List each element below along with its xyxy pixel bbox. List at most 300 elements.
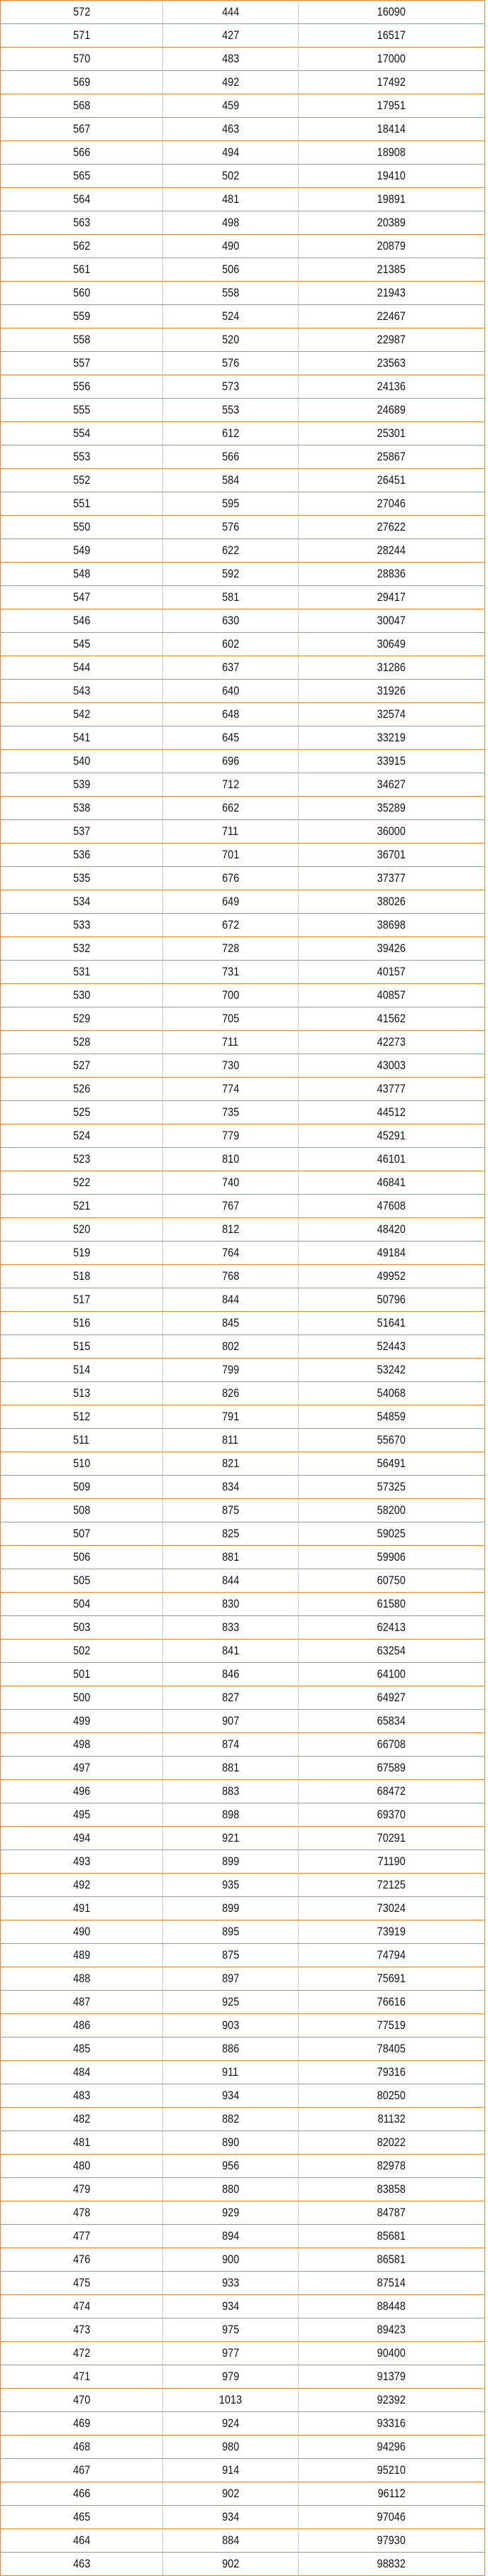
- table-cell-count: [163, 375, 299, 398]
- table-cell-count: [163, 1499, 299, 1522]
- cell-value: 566: [72, 145, 91, 159]
- table-row: [1, 2295, 484, 2318]
- table-row: [1, 609, 484, 633]
- cell-value: 767: [221, 1199, 240, 1212]
- table-cell-count: [163, 118, 299, 140]
- table-cell-score: [1, 937, 163, 960]
- cell-value: 774: [221, 1082, 240, 1095]
- table-cell-cumulative: [299, 1148, 484, 1171]
- table-cell-cumulative: [299, 2318, 484, 2341]
- table-row: [1, 24, 484, 48]
- table-cell-score: [1, 1663, 163, 1686]
- cell-value: 84787: [377, 2206, 406, 2219]
- cell-value: 464: [72, 2533, 91, 2547]
- cell-value: 711: [222, 1035, 239, 1049]
- cell-value: 79316: [377, 2065, 406, 2079]
- table-cell-count: [163, 399, 299, 421]
- cell-value: 40157: [377, 965, 406, 978]
- table-cell-count: [163, 1148, 299, 1171]
- cell-value: 979: [221, 2370, 240, 2383]
- table-cell-count: [163, 961, 299, 983]
- cell-value: 470: [72, 2393, 91, 2406]
- cell-value: 60750: [377, 1574, 406, 1587]
- cell-value: 898: [221, 1808, 240, 1821]
- table-row: [1, 399, 484, 422]
- table-cell-cumulative: [299, 2225, 484, 2248]
- table-cell-cumulative: [299, 867, 484, 890]
- cell-value: 903: [221, 2018, 240, 2032]
- table-row: [1, 1663, 484, 1686]
- table-cell-cumulative: [299, 1007, 484, 1030]
- table-cell-cumulative: [299, 563, 484, 585]
- table-cell-score: [1, 446, 163, 468]
- table-cell-count: [163, 1967, 299, 1990]
- cell-value: 890: [221, 2135, 240, 2149]
- cell-value: 43003: [377, 1058, 406, 1072]
- table-row: [1, 1124, 484, 1148]
- table-cell-cumulative: [299, 469, 484, 492]
- cell-value: 543: [72, 684, 91, 697]
- table-cell-score: [1, 2225, 163, 2248]
- table-row: [1, 797, 484, 820]
- table-cell-count: [163, 1686, 299, 1709]
- cell-value: 980: [221, 2440, 240, 2453]
- cell-value: 70291: [377, 1831, 406, 1845]
- cell-value: 58200: [377, 1503, 406, 1517]
- table-cell-cumulative: [299, 2342, 484, 2365]
- table-cell-score: [1, 914, 163, 936]
- cell-value: 77519: [377, 2018, 406, 2032]
- table-cell-score: [1, 1757, 163, 1779]
- table-cell-count: [163, 2131, 299, 2154]
- table-cell-cumulative: [299, 633, 484, 656]
- cell-value: 902: [221, 2487, 240, 2500]
- table-cell-cumulative: [299, 2201, 484, 2224]
- table-cell-count: [163, 890, 299, 913]
- cell-value: 517: [72, 1293, 91, 1306]
- table-row: [1, 1429, 484, 1452]
- table-row: [1, 2482, 484, 2506]
- table-row: [1, 1874, 484, 1897]
- cell-value: 884: [221, 2533, 240, 2547]
- cell-value: 576: [221, 520, 240, 534]
- cell-value: 459: [221, 99, 240, 112]
- cell-value: 471: [72, 2370, 91, 2383]
- table-cell-count: [163, 1803, 299, 1826]
- cell-value: 553: [221, 403, 240, 416]
- table-cell-count: [163, 820, 299, 843]
- table-row: [1, 633, 484, 656]
- table-cell-cumulative: [299, 1686, 484, 1709]
- table-cell-count: [163, 1405, 299, 1428]
- cell-value: 844: [221, 1293, 240, 1306]
- cell-value: 492: [72, 1878, 91, 1891]
- table-cell-count: [163, 2506, 299, 2528]
- table-cell-count: [163, 211, 299, 234]
- table-row: [1, 2506, 484, 2529]
- cell-value: 701: [221, 848, 240, 861]
- table-cell-count: [163, 94, 299, 117]
- table-cell-cumulative: [299, 1897, 484, 1920]
- table-row: [1, 2225, 484, 2248]
- table-cell-cumulative: [299, 446, 484, 468]
- table-cell-score: [1, 469, 163, 492]
- cell-value: 95210: [377, 2463, 406, 2477]
- table-cell-score: [1, 890, 163, 913]
- table-cell-score: [1, 1733, 163, 1756]
- table-row: [1, 890, 484, 914]
- cell-value: 477: [72, 2229, 91, 2243]
- cell-value: 513: [72, 1386, 91, 1400]
- table-row: [1, 984, 484, 1007]
- table-cell-cumulative: [299, 1265, 484, 1288]
- table-cell-cumulative: [299, 2365, 484, 2388]
- table-cell-count: [163, 703, 299, 726]
- table-cell-count: [163, 2436, 299, 2458]
- table-cell-score: [1, 24, 163, 47]
- cell-value: 874: [221, 1737, 240, 1751]
- cell-value: 482: [72, 2112, 91, 2126]
- cell-value: 712: [221, 778, 240, 791]
- table-cell-score: [1, 1710, 163, 1732]
- table-cell-score: [1, 1616, 163, 1639]
- table-cell-count: [163, 469, 299, 492]
- table-cell-cumulative: [299, 750, 484, 773]
- cell-value: 812: [221, 1222, 240, 1236]
- table-cell-count: [163, 1593, 299, 1615]
- cell-value: 26451: [377, 473, 406, 487]
- table-cell-cumulative: [299, 2412, 484, 2435]
- cell-value: 16517: [377, 28, 406, 42]
- table-row: [1, 165, 484, 188]
- table-cell-cumulative: [299, 258, 484, 281]
- cell-value: 545: [72, 637, 91, 651]
- cell-value: 494: [221, 145, 240, 159]
- cell-value: 66708: [377, 1737, 406, 1751]
- table-cell-cumulative: [299, 2248, 484, 2271]
- table-cell-count: [163, 1944, 299, 1967]
- cell-value: 497: [72, 1761, 91, 1774]
- table-row: [1, 1757, 484, 1780]
- table-cell-count: [163, 2178, 299, 2201]
- cell-value: 89423: [377, 2323, 406, 2336]
- cell-value: 63254: [377, 1644, 406, 1657]
- cell-value: 490: [72, 1925, 91, 1938]
- table-cell-score: [1, 375, 163, 398]
- cell-value: 567: [72, 122, 91, 136]
- table-cell-cumulative: [299, 1031, 484, 1054]
- table-cell-count: [163, 1242, 299, 1264]
- table-cell-cumulative: [299, 1312, 484, 1334]
- cell-value: 515: [72, 1339, 91, 1353]
- cell-value: 510: [72, 1456, 91, 1470]
- table-cell-cumulative: [299, 1452, 484, 1475]
- table-row: [1, 2108, 484, 2131]
- cell-value: 511: [73, 1433, 90, 1447]
- table-cell-count: [163, 1991, 299, 2013]
- cell-value: 544: [72, 660, 91, 674]
- table-cell-count: [163, 1, 299, 23]
- table-cell-score: [1, 820, 163, 843]
- table-cell-count: [163, 2412, 299, 2435]
- cell-value: 894: [221, 2229, 240, 2243]
- table-cell-score: [1, 961, 163, 983]
- cell-value: 51641: [377, 1316, 406, 1330]
- table-cell-cumulative: [299, 844, 484, 866]
- table-cell-count: [163, 2365, 299, 2388]
- table-cell-score: [1, 773, 163, 796]
- cell-value: 622: [221, 543, 240, 557]
- table-cell-count: [163, 1452, 299, 1475]
- cell-value: 907: [221, 1714, 240, 1728]
- table-cell-cumulative: [299, 680, 484, 702]
- table-cell-score: [1, 703, 163, 726]
- table-cell-cumulative: [299, 399, 484, 421]
- cell-value: 768: [221, 1269, 240, 1283]
- cell-value: 18908: [377, 145, 406, 159]
- cell-value: 502: [221, 169, 240, 182]
- cell-value: 64927: [377, 1691, 406, 1704]
- table-cell-cumulative: [299, 305, 484, 328]
- cell-value: 86581: [377, 2252, 406, 2266]
- table-row: [1, 1405, 484, 1429]
- cell-value: 566: [221, 450, 240, 463]
- table-cell-score: [1, 1476, 163, 1498]
- cell-value: 94296: [377, 2440, 406, 2453]
- table-row: [1, 1803, 484, 1827]
- cell-value: 489: [72, 1948, 91, 1962]
- table-row: [1, 1101, 484, 1124]
- table-row: [1, 1522, 484, 1546]
- cell-value: 676: [221, 871, 240, 885]
- cell-value: 592: [221, 567, 240, 580]
- cell-value: 649: [221, 895, 240, 908]
- table-row: [1, 586, 484, 609]
- table-row: [1, 48, 484, 71]
- table-cell-cumulative: [299, 773, 484, 796]
- table-cell-count: [163, 2084, 299, 2107]
- table-row: [1, 1335, 484, 1359]
- table-row: [1, 1780, 484, 1803]
- table-cell-score: [1, 2108, 163, 2130]
- cell-value: 555: [72, 403, 91, 416]
- cell-value: 30047: [377, 614, 406, 627]
- cell-value: 80250: [377, 2089, 406, 2102]
- cell-value: 581: [221, 590, 240, 604]
- cell-value: 844: [221, 1574, 240, 1587]
- cell-value: 82978: [377, 2159, 406, 2172]
- cell-value: 886: [221, 2042, 240, 2055]
- cell-value: 36000: [377, 824, 406, 838]
- cell-value: 512: [72, 1410, 91, 1423]
- table-cell-score: [1, 1312, 163, 1334]
- cell-value: 519: [72, 1246, 91, 1259]
- cell-value: 472: [72, 2346, 91, 2360]
- table-cell-score: [1, 1944, 163, 1967]
- cell-value: 88448: [377, 2299, 406, 2313]
- table-cell-count: [163, 258, 299, 281]
- cell-value: 563: [72, 216, 91, 229]
- table-cell-cumulative: [299, 914, 484, 936]
- table-row: [1, 446, 484, 469]
- table-row: [1, 1171, 484, 1195]
- table-cell-score: [1, 118, 163, 140]
- table-cell-cumulative: [299, 961, 484, 983]
- table-cell-count: [163, 2272, 299, 2294]
- cell-value: 764: [221, 1246, 240, 1259]
- table-row: [1, 937, 484, 961]
- table-cell-score: [1, 328, 163, 351]
- cell-value: 508: [72, 1503, 91, 1517]
- table-row: [1, 1031, 484, 1054]
- table-cell-count: [163, 914, 299, 936]
- table-row: [1, 703, 484, 726]
- cell-value: 17000: [377, 52, 406, 65]
- table-cell-cumulative: [299, 94, 484, 117]
- cell-value: 50796: [377, 1293, 406, 1306]
- table-cell-count: [163, 1195, 299, 1217]
- table-row: [1, 1195, 484, 1218]
- cell-value: 1013: [218, 2393, 243, 2406]
- table-cell-count: [163, 867, 299, 890]
- table-row: [1, 1920, 484, 1944]
- cell-value: 28836: [377, 567, 406, 580]
- table-cell-score: [1, 656, 163, 679]
- table-cell-cumulative: [299, 48, 484, 70]
- cell-value: 521: [72, 1199, 91, 1212]
- cell-value: 78405: [377, 2042, 406, 2055]
- table-cell-score: [1, 1780, 163, 1803]
- table-cell-cumulative: [299, 1499, 484, 1522]
- table-cell-count: [163, 305, 299, 328]
- cell-value: 499: [72, 1714, 91, 1728]
- table-cell-score: [1, 1195, 163, 1217]
- table-row: [1, 1733, 484, 1757]
- table-cell-score: [1, 1991, 163, 2013]
- table-cell-count: [163, 680, 299, 702]
- cell-value: 645: [221, 731, 240, 744]
- table-row: [1, 422, 484, 446]
- cell-value: 573: [221, 380, 240, 393]
- table-row: [1, 258, 484, 282]
- table-cell-cumulative: [299, 1429, 484, 1452]
- table-cell-count: [163, 1546, 299, 1569]
- table-cell-count: [163, 2318, 299, 2341]
- cell-value: 830: [221, 1597, 240, 1610]
- cell-value: 53242: [377, 1363, 406, 1376]
- cell-value: 630: [221, 614, 240, 627]
- table-cell-score: [1, 1265, 163, 1288]
- cell-value: 24689: [377, 403, 406, 416]
- cell-value: 542: [72, 707, 91, 721]
- table-row: [1, 844, 484, 867]
- cell-value: 562: [72, 239, 91, 253]
- table-cell-count: [163, 1780, 299, 1803]
- table-cell-score: [1, 1429, 163, 1452]
- cell-value: 73024: [377, 1901, 406, 1915]
- cell-value: 506: [221, 262, 240, 276]
- table-row: [1, 1499, 484, 1522]
- cell-value: 845: [221, 1316, 240, 1330]
- cell-value: 469: [72, 2416, 91, 2430]
- cell-value: 83858: [377, 2182, 406, 2196]
- table-cell-cumulative: [299, 2014, 484, 2037]
- cell-value: 897: [221, 1972, 240, 1985]
- table-row: [1, 516, 484, 539]
- cell-value: 821: [221, 1456, 240, 1470]
- table-row: [1, 1569, 484, 1593]
- cell-value: 834: [221, 1480, 240, 1493]
- cell-value: 427: [221, 28, 240, 42]
- table-row: [1, 2553, 484, 2576]
- cell-value: 833: [221, 1620, 240, 1634]
- cell-value: 554: [72, 426, 91, 440]
- cell-value: 18414: [377, 122, 406, 136]
- table-row: [1, 2529, 484, 2553]
- table-cell-score: [1, 726, 163, 749]
- table-row: [1, 1382, 484, 1405]
- cell-value: 559: [72, 309, 91, 323]
- table-row: [1, 118, 484, 141]
- table-cell-score: [1, 2482, 163, 2505]
- table-cell-count: [163, 188, 299, 211]
- table-row: [1, 1242, 484, 1265]
- cell-value: 531: [72, 965, 91, 978]
- table-cell-cumulative: [299, 1569, 484, 1592]
- cell-value: 473: [72, 2323, 91, 2336]
- table-row: [1, 1827, 484, 1850]
- table-cell-score: [1, 2412, 163, 2435]
- table-cell-count: [163, 2459, 299, 2482]
- table-cell-cumulative: [299, 1288, 484, 1311]
- table-row: [1, 1148, 484, 1171]
- cell-value: 16090: [377, 5, 406, 18]
- table-cell-count: [163, 586, 299, 609]
- table-row: [1, 1476, 484, 1499]
- cell-value: 895: [221, 1925, 240, 1938]
- table-cell-score: [1, 609, 163, 632]
- table-cell-score: [1, 2038, 163, 2060]
- cell-value: 740: [221, 1176, 240, 1189]
- table-cell-count: [163, 1265, 299, 1288]
- table-row: [1, 94, 484, 118]
- table-cell-cumulative: [299, 1827, 484, 1850]
- table-row: [1, 867, 484, 890]
- cell-value: 779: [221, 1129, 240, 1142]
- cell-value: 468: [72, 2440, 91, 2453]
- cell-value: 595: [221, 497, 240, 510]
- cell-value: 925: [221, 1995, 240, 2008]
- cell-value: 735: [221, 1105, 240, 1119]
- table-cell-cumulative: [299, 984, 484, 1007]
- table-cell-count: [163, 1874, 299, 1896]
- table-cell-cumulative: [299, 1733, 484, 1756]
- cell-value: 541: [72, 731, 91, 744]
- cell-value: 493: [72, 1854, 91, 1868]
- table-row: [1, 1850, 484, 1874]
- table-cell-cumulative: [299, 2506, 484, 2528]
- table-cell-score: [1, 1218, 163, 1241]
- table-row: [1, 961, 484, 984]
- cell-value: 496: [72, 1784, 91, 1798]
- table-cell-count: [163, 1078, 299, 1100]
- table-cell-count: [163, 2529, 299, 2552]
- cell-value: 48420: [377, 1222, 406, 1236]
- table-row: [1, 2272, 484, 2295]
- cell-value: 33219: [377, 731, 406, 744]
- cell-value: 811: [222, 1433, 239, 1447]
- table-cell-count: [163, 1920, 299, 1943]
